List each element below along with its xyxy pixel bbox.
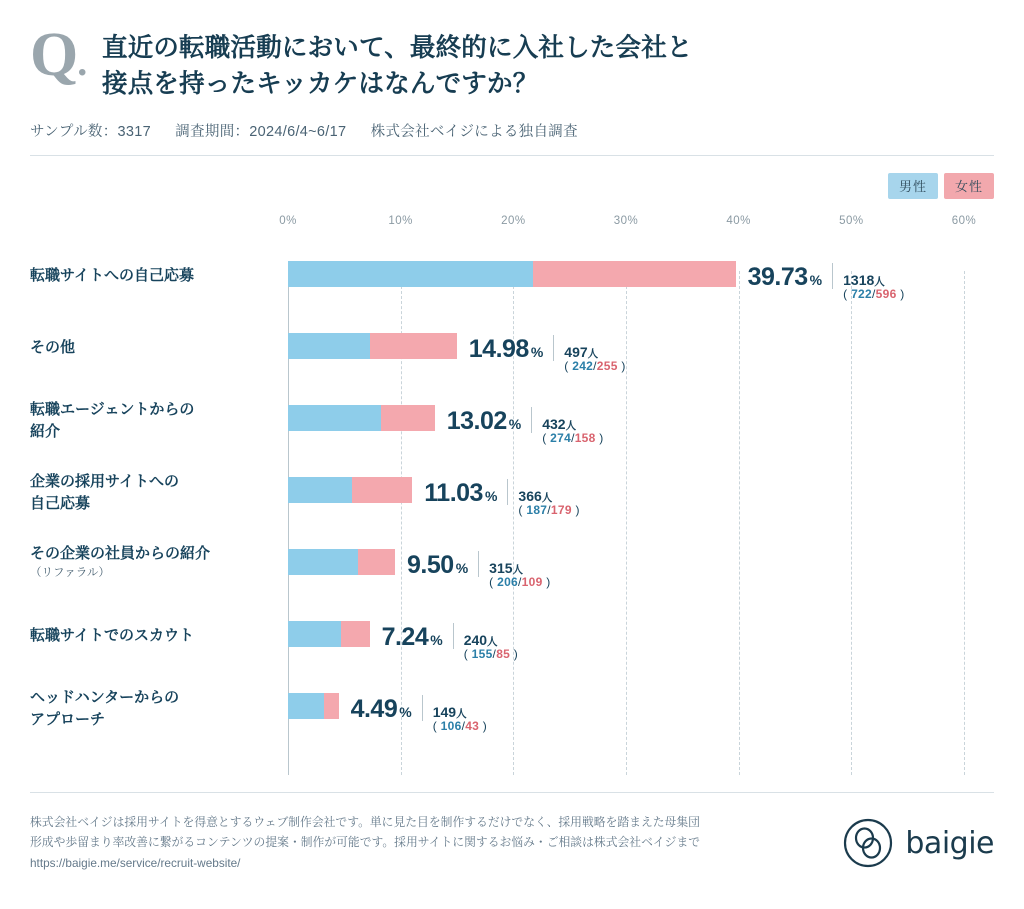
chart-row bbox=[30, 603, 994, 675]
chart-row bbox=[30, 531, 994, 603]
bar-segment-male bbox=[288, 333, 370, 359]
bar-segment-female bbox=[352, 477, 413, 503]
bar-segment-male bbox=[288, 693, 324, 719]
category-label: 転職エージェントからの 紹介 bbox=[30, 401, 195, 440]
percent-value: 7.24 bbox=[381, 623, 429, 651]
count-total: 1318人 bbox=[843, 272, 885, 288]
percent-unit: % bbox=[508, 416, 522, 432]
header-divider bbox=[30, 155, 994, 156]
count-total: 366人 bbox=[518, 488, 553, 504]
count-total: 149人 bbox=[432, 704, 467, 720]
value-separator bbox=[553, 335, 554, 361]
category-label: ヘッドハンターからの アプローチ bbox=[30, 689, 180, 728]
value-separator bbox=[507, 479, 508, 505]
x-tick-label: 40% bbox=[726, 215, 751, 227]
percent-value: 14.98 bbox=[468, 335, 529, 363]
legend bbox=[888, 173, 994, 199]
bar-segment-male bbox=[288, 261, 533, 287]
x-tick-label: 0% bbox=[279, 215, 297, 227]
category-label: その他 bbox=[30, 339, 76, 356]
chart-row bbox=[30, 315, 994, 387]
survey-period: 調査期間：2024/6/4~6/17 bbox=[175, 124, 347, 141]
count-split: ( 242/255 ) bbox=[564, 359, 626, 374]
count-split: ( 155/85 ) bbox=[463, 647, 519, 662]
question-row bbox=[30, 21, 994, 102]
brand-logo bbox=[843, 818, 994, 868]
bar-segment-male bbox=[288, 549, 358, 575]
footer bbox=[30, 812, 994, 873]
bar-segment-female bbox=[324, 693, 339, 719]
bar-group bbox=[288, 621, 994, 662]
count-total: 432人 bbox=[542, 416, 577, 432]
count-block bbox=[843, 272, 904, 302]
count-block bbox=[489, 560, 550, 590]
chart-row bbox=[30, 243, 994, 315]
footer-url[interactable]: https://baigie.me/service/recruit-website/ bbox=[30, 855, 241, 870]
bar-group bbox=[288, 333, 994, 374]
percent-unit: % bbox=[455, 560, 469, 576]
bar-segment-male bbox=[288, 405, 381, 431]
page-title-line1: 直近の転職活動において、最終的に入社した会社と bbox=[102, 34, 693, 62]
footer-line1: 株式会社ベイジは採用サイトを得意とするウェブ制作会社です。単に見た目を制作するだけでなく、採用戦略を踏まえた母集団 bbox=[30, 815, 700, 829]
percent-value: 9.50 bbox=[407, 551, 454, 579]
bar-segment-female bbox=[341, 621, 370, 647]
category-sublabel: （リファラル） bbox=[30, 566, 110, 579]
percent-unit: % bbox=[809, 272, 823, 288]
x-tick-label: 60% bbox=[951, 215, 977, 227]
x-tick-label: 30% bbox=[613, 215, 639, 227]
bar-group bbox=[288, 405, 994, 446]
bar-group bbox=[288, 477, 994, 518]
category-label: 企業の採用サイトへの 自己応募 bbox=[30, 473, 179, 512]
count-block bbox=[564, 344, 625, 374]
value-separator bbox=[832, 263, 833, 289]
bar-segment-female bbox=[381, 405, 435, 431]
value-annotation bbox=[469, 331, 626, 374]
value-annotation bbox=[424, 475, 580, 518]
brand-name: baigie bbox=[905, 825, 994, 861]
count-split: ( 187/179 ) bbox=[518, 503, 580, 518]
bar-segment-female bbox=[533, 261, 735, 287]
question-mark-letter: Q bbox=[30, 21, 78, 89]
percent-value: 11.03 bbox=[424, 479, 483, 507]
value-separator bbox=[478, 551, 479, 577]
footer-divider bbox=[30, 792, 994, 793]
count-split: ( 274/158 ) bbox=[542, 431, 604, 446]
value-annotation bbox=[447, 403, 604, 446]
category-label: 転職サイトへの自己応募 bbox=[30, 267, 194, 284]
chart-row bbox=[30, 459, 994, 531]
survey-source: 株式会社ベイジによる独自調査 bbox=[370, 124, 578, 141]
legend-item-male: 男性 bbox=[888, 173, 938, 199]
question-mark bbox=[30, 21, 102, 89]
count-split: ( 106/43 ) bbox=[432, 719, 488, 734]
count-split: ( 722/596 ) bbox=[843, 287, 905, 302]
x-axis-ticks bbox=[279, 215, 977, 243]
category-label: 転職サイトでのスカウト bbox=[30, 627, 194, 644]
count-block bbox=[542, 416, 603, 446]
x-tick-label: 50% bbox=[839, 215, 864, 227]
page-title-line2: 接点を持ったキッカケはなんですか？ bbox=[102, 70, 539, 99]
value-annotation bbox=[382, 619, 519, 662]
count-block bbox=[433, 704, 487, 734]
value-annotation bbox=[351, 691, 488, 734]
percent-unit: % bbox=[484, 488, 498, 504]
x-tick-label: 10% bbox=[388, 215, 413, 227]
footer-line2: 形成や歩留まり率改善に繋がるコンテンツの提案・制作が可能です。採用サイトに関するお悩み・ご相談は株式会社ベイジまで bbox=[30, 835, 701, 850]
category-label: その企業の社員からの紹介 （リファラル） bbox=[30, 543, 280, 581]
chart-row bbox=[30, 387, 994, 459]
x-tick-label: 20% bbox=[501, 215, 526, 227]
header bbox=[0, 0, 1024, 141]
percent-unit: % bbox=[430, 632, 443, 648]
footer-text bbox=[30, 812, 700, 873]
value-annotation bbox=[407, 547, 550, 590]
bar-group bbox=[288, 261, 994, 302]
count-total: 240人 bbox=[463, 632, 498, 648]
bar-segment-male bbox=[288, 477, 352, 503]
bar-group bbox=[288, 549, 994, 590]
chart-rows bbox=[30, 243, 994, 775]
value-separator bbox=[453, 623, 454, 649]
count-block bbox=[518, 488, 579, 518]
question-mark-dot: . bbox=[77, 39, 87, 84]
page-title bbox=[102, 26, 693, 102]
percent-value: 39.73 bbox=[747, 263, 808, 291]
legend-item-female: 女性 bbox=[944, 173, 994, 199]
count-split: ( 206/109 ) bbox=[489, 575, 551, 590]
percent-value: 4.49 bbox=[350, 695, 398, 723]
count-block bbox=[464, 632, 518, 662]
value-separator bbox=[531, 407, 532, 433]
baigie-mark-icon bbox=[843, 818, 893, 868]
value-separator bbox=[422, 695, 423, 721]
bar-chart bbox=[30, 215, 994, 775]
bar-group bbox=[288, 693, 994, 734]
bar-segment-female bbox=[370, 333, 457, 359]
bar-segment-female bbox=[358, 549, 395, 575]
percent-unit: % bbox=[399, 704, 412, 720]
percent-unit: % bbox=[530, 344, 544, 360]
count-total: 315人 bbox=[489, 560, 524, 576]
value-annotation bbox=[748, 259, 905, 302]
survey-meta bbox=[30, 120, 994, 141]
percent-value: 13.02 bbox=[446, 407, 507, 435]
sample-size: サンプル数：3317 bbox=[30, 124, 151, 141]
chart-row bbox=[30, 675, 994, 747]
bar-segment-male bbox=[288, 621, 341, 647]
count-total: 497人 bbox=[564, 344, 599, 360]
